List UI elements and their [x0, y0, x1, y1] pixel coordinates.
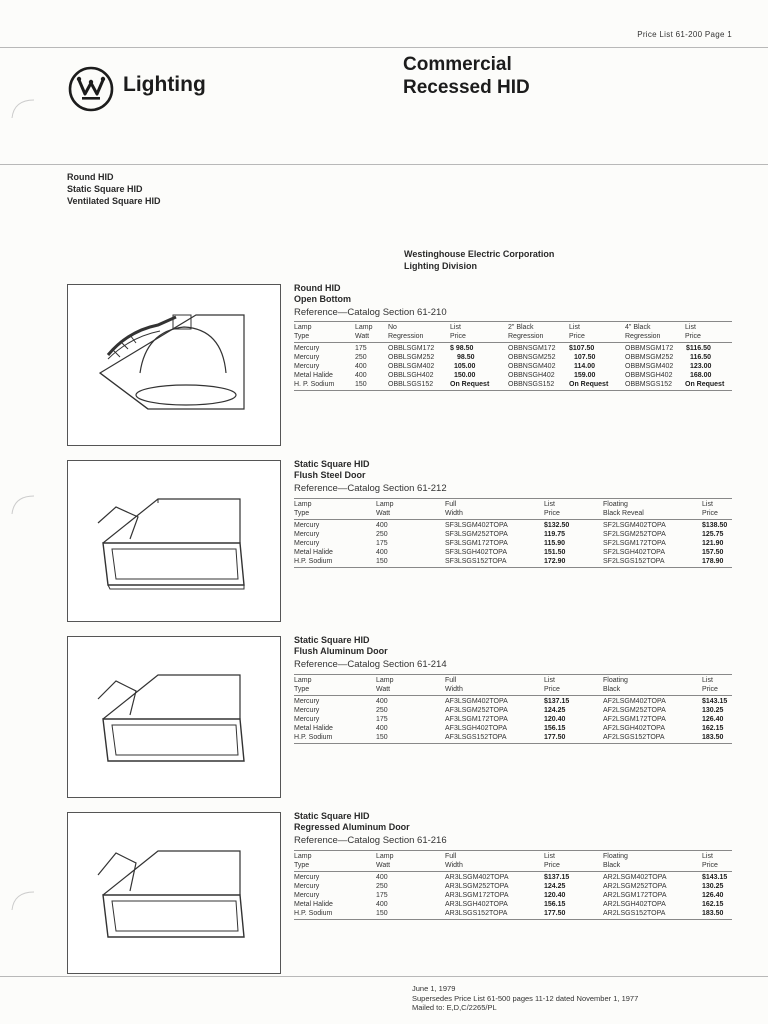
cell: AF3LSGM252TOPA	[445, 707, 508, 714]
table-row	[294, 733, 732, 742]
col-header: List Price	[544, 677, 560, 693]
cell: $138.50	[702, 522, 728, 529]
cell: 178.90	[702, 558, 724, 565]
price-table	[294, 850, 732, 920]
col-header: Lamp Watt	[376, 677, 394, 693]
col-header: Floating Black	[603, 853, 628, 869]
col-header: Lamp Type	[294, 677, 312, 693]
cell: SF2LSGM402TOPA	[603, 522, 666, 529]
table-body	[294, 696, 732, 742]
col-header: Lamp Type	[294, 324, 312, 340]
cell: 177.50	[544, 910, 566, 917]
cell: $ 98.50	[450, 345, 474, 352]
cell: SF2LSGM172TOPA	[603, 540, 666, 547]
table-row	[294, 371, 732, 380]
footer-date: June 1, 1979	[412, 984, 456, 993]
section-title	[294, 459, 370, 481]
cell: 400	[376, 874, 388, 881]
cell: AF2LSGM172TOPA	[603, 716, 666, 723]
cell: Mercury	[294, 883, 320, 890]
col-header: List Price	[450, 324, 466, 340]
punch-hole-mark	[6, 488, 36, 518]
cell: $137.15	[544, 698, 570, 705]
cell: SF3LSGM252TOPA	[445, 531, 508, 538]
section-reference: Reference—Catalog Section 61-212	[294, 483, 447, 494]
cell: OBBMSGH402	[625, 372, 673, 379]
cell: OBBMSGM402	[625, 363, 674, 370]
section-reference: Reference—Catalog Section 61-214	[294, 659, 447, 670]
brand-name: Lighting	[123, 73, 206, 96]
cell: 98.50	[457, 354, 475, 361]
cell: AR2LSGM172TOPA	[603, 892, 667, 899]
cell: 121.90	[702, 540, 724, 547]
corporation-name: Westinghouse Electric Corporation	[404, 249, 555, 259]
table-bottom-rule	[294, 919, 732, 920]
cell: $143.15	[702, 698, 728, 705]
table-row	[294, 715, 732, 724]
col-header: Full Width	[445, 853, 463, 869]
cell: 400	[376, 698, 388, 705]
punch-hole-mark	[6, 92, 36, 122]
cell: Mercury	[294, 345, 320, 352]
cell: OBBLSGS152	[388, 381, 434, 388]
cell: 168.00	[690, 372, 712, 379]
cell: Metal Halide	[294, 725, 333, 732]
table-row	[294, 530, 732, 539]
cell: 120.40	[544, 716, 566, 723]
westinghouse-logo-icon	[68, 66, 114, 112]
cell: SF2LSGH402TOPA	[603, 549, 665, 556]
cell: SF3LSGS152TOPA	[445, 558, 507, 565]
cell: Mercury	[294, 698, 320, 705]
cell: H.P. Sodium	[294, 558, 333, 565]
cell: OBBLSGM172	[388, 345, 435, 352]
cell: H.P. Sodium	[294, 734, 333, 741]
cell: AF2LSGS152TOPA	[603, 734, 665, 741]
cell: 400	[355, 372, 367, 379]
cell: 183.50	[702, 910, 724, 917]
cell: 172.90	[544, 558, 566, 565]
cell: OBBNSGM252	[508, 354, 556, 361]
section-title-line: Flush Steel Door	[294, 470, 366, 480]
table-header	[294, 850, 732, 872]
cell: AR3LSGM402TOPA	[445, 874, 509, 881]
price-table	[294, 321, 732, 391]
cell: OBBLSGM252	[388, 354, 435, 361]
table-row	[294, 873, 732, 882]
table-row	[294, 909, 732, 918]
square-fixture-drawing-icon	[68, 637, 280, 797]
col-header: List Price	[569, 324, 585, 340]
col-header: Lamp Watt	[376, 501, 394, 517]
cell: Mercury	[294, 354, 320, 361]
cell: 150	[355, 381, 367, 388]
col-header: Floating Black	[603, 677, 628, 693]
cell: 105.00	[454, 363, 476, 370]
title-line-2: Recessed HID	[403, 77, 530, 98]
cell: 162.15	[702, 725, 724, 732]
round-hid-fixture-image	[67, 284, 281, 446]
table-row	[294, 882, 732, 891]
section-title	[294, 283, 351, 305]
table-body	[294, 520, 732, 566]
col-header: Floating Black Reveal	[603, 501, 644, 517]
footer-supersedes: Supersedes Price List 61-500 pages 11-12 dated November 1, 1977	[412, 993, 639, 1003]
footer-mailed: Mailed to: E,D,C/2265/PL	[412, 1003, 497, 1012]
price-table	[294, 498, 732, 568]
regressed-aluminum-door-fixture-image	[67, 812, 281, 974]
cell: 250	[376, 883, 388, 890]
cell: AR2LSGM252TOPA	[603, 883, 667, 890]
section-title-line: Static Square HID	[294, 635, 370, 645]
table-row	[294, 344, 732, 353]
table-header	[294, 674, 732, 696]
cell: AF2LSGM252TOPA	[603, 707, 666, 714]
corporation-block	[404, 248, 554, 272]
round-fixture-drawing-icon	[68, 285, 280, 445]
col-header: Lamp Watt	[355, 324, 373, 340]
square-fixture-drawing-icon	[68, 461, 280, 621]
cell: $137.15	[544, 874, 570, 881]
cell: AR2LSGH402TOPA	[603, 901, 666, 908]
cell: H. P. Sodium	[294, 381, 335, 388]
table-row	[294, 539, 732, 548]
flush-aluminum-door-fixture-image	[67, 636, 281, 798]
cell: AF3LSGM402TOPA	[445, 698, 508, 705]
cell: $132.50	[544, 522, 570, 529]
table-body	[294, 343, 732, 389]
footer-notes	[412, 984, 638, 1013]
title-line-1: Commercial	[403, 54, 512, 75]
col-header: Lamp Watt	[376, 853, 394, 869]
cell: 126.40	[702, 716, 724, 723]
cell: On Request	[685, 381, 725, 388]
col-header: Full Width	[445, 677, 463, 693]
cell: 156.15	[544, 725, 566, 732]
cell: 400	[376, 549, 388, 556]
cell: SF2LSGM252TOPA	[603, 531, 666, 538]
section-title	[294, 635, 388, 657]
header-rule-top	[0, 47, 768, 48]
cell: On Request	[569, 381, 609, 388]
flush-steel-door-fixture-image	[67, 460, 281, 622]
product-list-item: Static Square HID	[67, 184, 143, 194]
division-name: Lighting Division	[404, 261, 477, 271]
cell: 120.40	[544, 892, 566, 899]
cell: OBBNSGH402	[508, 372, 555, 379]
cell: On Request	[450, 381, 490, 388]
cell: OBBNSGM172	[508, 345, 556, 352]
cell: Mercury	[294, 531, 320, 538]
col-header: List Price	[544, 853, 560, 869]
header-rule-bottom	[0, 164, 768, 165]
cell: AR3LSGH402TOPA	[445, 901, 508, 908]
cell: OBBNSGM402	[508, 363, 556, 370]
product-list	[67, 171, 161, 207]
section-title-line: Regressed Aluminum Door	[294, 822, 410, 832]
table-header	[294, 321, 732, 343]
col-header: List Price	[702, 677, 718, 693]
section-title-line: Round HID	[294, 283, 341, 293]
table-header	[294, 498, 732, 520]
section-title-line: Open Bottom	[294, 294, 351, 304]
cell: 116.50	[690, 354, 712, 361]
col-header: Full Width	[445, 501, 463, 517]
col-header: Lamp Type	[294, 853, 312, 869]
col-header: List Price	[685, 324, 701, 340]
cell: OBBLSGH402	[388, 372, 434, 379]
table-row	[294, 724, 732, 733]
cell: $143.15	[702, 874, 728, 881]
section-reference: Reference—Catalog Section 61-216	[294, 835, 447, 846]
cell: $107.50	[569, 345, 595, 352]
col-header: List Price	[544, 501, 560, 517]
table-row	[294, 362, 732, 371]
cell: 175	[376, 540, 388, 547]
cell: 130.25	[702, 883, 724, 890]
product-list-item: Round HID	[67, 172, 114, 182]
cell: AF3LSGH402TOPA	[445, 725, 507, 732]
cell: OBBNSGS152	[508, 381, 555, 388]
cell: Mercury	[294, 522, 320, 529]
col-header: List Price	[702, 853, 718, 869]
cell: 175	[355, 345, 367, 352]
cell: AF2LSGH402TOPA	[603, 725, 665, 732]
cell: $116.50	[686, 345, 711, 352]
col-header: Lamp Type	[294, 501, 312, 517]
cell: 250	[376, 707, 388, 714]
cell: 126.40	[702, 892, 724, 899]
section-title-line: Static Square HID	[294, 811, 370, 821]
cell: 175	[376, 716, 388, 723]
cell: AR2LSGM402TOPA	[603, 874, 667, 881]
table-row	[294, 380, 732, 389]
table-row	[294, 891, 732, 900]
cell: 130.25	[702, 707, 724, 714]
col-header: 4" Black Regression	[625, 324, 661, 340]
cell: 107.50	[574, 354, 596, 361]
cell: 151.50	[544, 549, 566, 556]
table-row	[294, 557, 732, 566]
cell: Metal Halide	[294, 372, 333, 379]
cell: OBBMSGM172	[625, 345, 674, 352]
cell: SF3LSGM402TOPA	[445, 522, 508, 529]
table-row	[294, 521, 732, 530]
cell: AR3LSGS152TOPA	[445, 910, 508, 917]
cell: OBBMSGS152	[625, 381, 673, 388]
table-row	[294, 900, 732, 909]
cell: 400	[376, 901, 388, 908]
square-fixture-drawing-icon	[68, 813, 280, 973]
table-bottom-rule	[294, 390, 732, 391]
cell: 123.00	[690, 363, 712, 370]
table-row	[294, 697, 732, 706]
cell: AF3LSGS152TOPA	[445, 734, 507, 741]
cell: 156.15	[544, 901, 566, 908]
cell: 162.15	[702, 901, 724, 908]
cell: AR3LSGM172TOPA	[445, 892, 509, 899]
table-row	[294, 706, 732, 715]
cell: H.P. Sodium	[294, 910, 333, 917]
cell: OBBMSGM252	[625, 354, 674, 361]
cell: Mercury	[294, 540, 320, 547]
product-list-item: Ventilated Square HID	[67, 196, 161, 206]
cell: 125.75	[702, 531, 724, 538]
cell: 115.90	[544, 540, 566, 547]
cell: 400	[376, 725, 388, 732]
cell: SF3LSGH402TOPA	[445, 549, 507, 556]
cell: Metal Halide	[294, 549, 333, 556]
col-header: No Regression	[388, 324, 424, 340]
col-header: List Price	[702, 501, 718, 517]
cell: 400	[376, 522, 388, 529]
cell: 119.75	[544, 531, 566, 538]
table-bottom-rule	[294, 567, 732, 568]
cell: 150	[376, 558, 388, 565]
cell: 400	[355, 363, 367, 370]
cell: 124.25	[544, 883, 566, 890]
section-title-line: Static Square HID	[294, 459, 370, 469]
cell: SF3LSGM172TOPA	[445, 540, 508, 547]
cell: AF2LSGM402TOPA	[603, 698, 666, 705]
section-reference: Reference—Catalog Section 61-210	[294, 307, 447, 318]
cell: 157.50	[702, 549, 724, 556]
cell: Mercury	[294, 363, 320, 370]
col-header: 2" Black Regression	[508, 324, 544, 340]
cell: 159.00	[574, 372, 596, 379]
cell: OBBLSGM402	[388, 363, 435, 370]
cell: 177.50	[544, 734, 566, 741]
cell: 250	[376, 531, 388, 538]
cell: 175	[376, 892, 388, 899]
punch-hole-mark	[6, 884, 36, 914]
table-row	[294, 353, 732, 362]
cell: 150.00	[454, 372, 476, 379]
cell: Mercury	[294, 892, 320, 899]
cell: 150	[376, 910, 388, 917]
cell: 114.00	[574, 363, 596, 370]
cell: 250	[355, 354, 367, 361]
cell: 124.25	[544, 707, 566, 714]
cell: SF2LSGS152TOPA	[603, 558, 665, 565]
cell: AR3LSGM252TOPA	[445, 883, 509, 890]
price-list-page-label: Price List 61-200 Page 1	[637, 30, 732, 39]
table-row	[294, 548, 732, 557]
cell: AF3LSGM172TOPA	[445, 716, 508, 723]
cell: Mercury	[294, 707, 320, 714]
price-table	[294, 674, 732, 744]
table-body	[294, 872, 732, 918]
cell: Mercury	[294, 874, 320, 881]
section-title	[294, 811, 410, 833]
document-title	[403, 53, 530, 99]
cell: 183.50	[702, 734, 724, 741]
cell: AR2LSGS152TOPA	[603, 910, 666, 917]
footer-rule	[0, 976, 768, 977]
cell: Metal Halide	[294, 901, 333, 908]
cell: Mercury	[294, 716, 320, 723]
section-title-line: Flush Aluminum Door	[294, 646, 388, 656]
cell: 150	[376, 734, 388, 741]
table-bottom-rule	[294, 743, 732, 744]
